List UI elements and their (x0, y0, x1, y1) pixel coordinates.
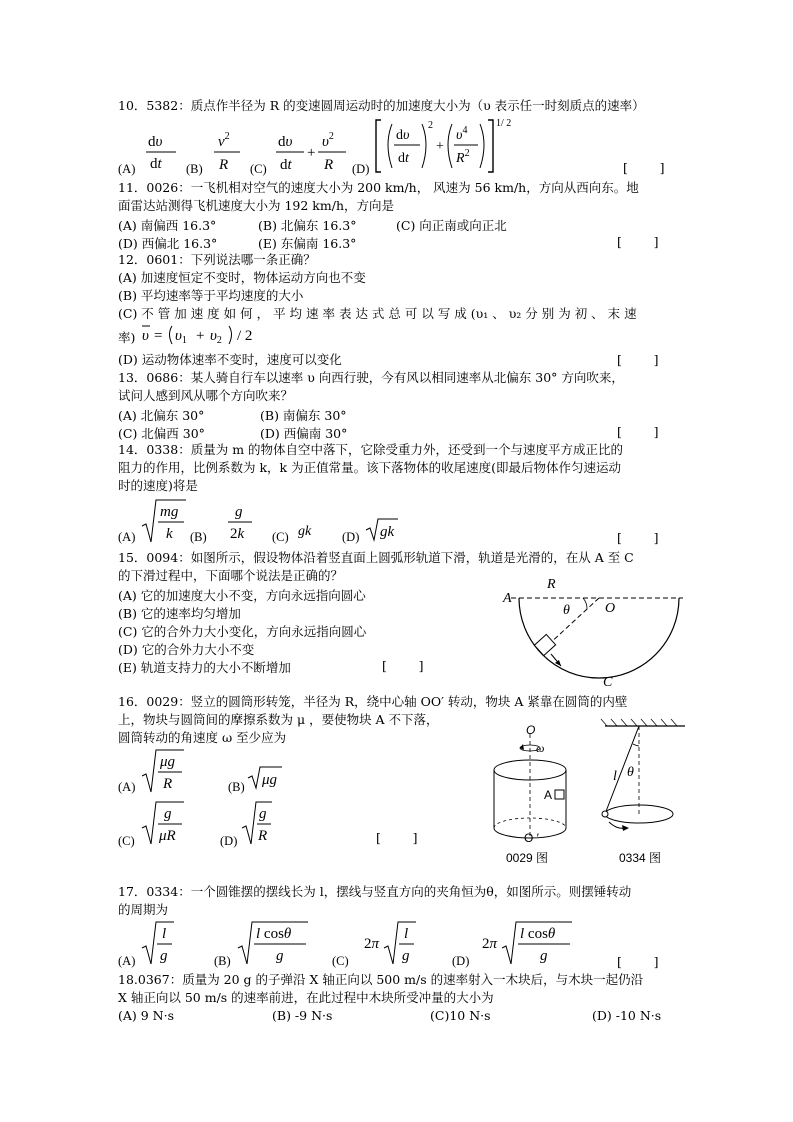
svg-text:+: + (436, 139, 444, 154)
q17-conical-pendulum-figure (595, 712, 695, 872)
q17-option-b-label: (B) (214, 954, 231, 968)
q16-formula-d (240, 798, 276, 848)
q16-formula-c (140, 798, 190, 848)
q17-stem-line2: 的周期为 (118, 902, 169, 917)
q16-option-a-label: (A) (118, 780, 136, 794)
svg-text:dt: dt (150, 156, 162, 172)
q16-stem-line3: 圆筒转动的角速度 ω 至少应为 (118, 730, 287, 745)
svg-text:l cosθ: l cosθ (520, 926, 556, 942)
svg-text:=: = (154, 328, 163, 344)
q10-formula-b (210, 124, 246, 176)
svg-text:υ1: $\upsilon_1$ (175, 328, 187, 346)
svg-text:R2: $R^2$ (456, 148, 470, 166)
svg-text:g: g (164, 806, 172, 822)
svg-text:mg: mg (160, 504, 179, 520)
q17-formula-d (480, 918, 576, 968)
svg-text:k: k (166, 526, 173, 542)
svg-text:/ 2: / 2 (237, 328, 253, 344)
q14-stem-line2: 阻力的作用，比例系数为 k，k 为正值常量。该下落物体的收尾速度(即最后物体作匀速运动 (118, 460, 621, 475)
q15-label-r: R (547, 577, 556, 592)
svg-text:μg: μg (262, 772, 278, 788)
svg-text:l: l (404, 926, 409, 942)
q13-option-a: (A) 北偏东 30° (118, 408, 205, 423)
q14-formula-b (226, 500, 256, 546)
svg-text:υ: υ (142, 328, 149, 344)
q17-option-d-label: (D) (452, 954, 470, 968)
q13-option-d: (D) 西偏南 30° (260, 426, 348, 441)
svg-text:R: R (219, 157, 229, 173)
q13-stem-line2: 试问人感到风从哪个方向吹来？ (118, 388, 294, 403)
q17-formula-b (236, 918, 312, 968)
q17-pendulum-string (605, 726, 639, 814)
q16-label-o: O (526, 723, 536, 737)
q18-option-b: (B) -9 N·s (272, 1008, 333, 1023)
svg-text:μR: μR (159, 828, 176, 844)
q16-option-b-label: (B) (228, 780, 245, 794)
svg-text:g: g (276, 948, 284, 964)
q17-formula-a (140, 918, 180, 968)
q15-radius-line (547, 598, 599, 646)
q17-label-l: l (613, 769, 617, 784)
svg-text:2k: 2k (230, 526, 245, 542)
svg-text:gk: gk (380, 524, 395, 540)
q10-option-c-label: (C) (250, 162, 267, 176)
q18-option-d: (D) -10 N·s (592, 1008, 662, 1023)
svg-text:g: g (259, 806, 267, 822)
svg-text:l: l (162, 926, 167, 942)
svg-text:2: 2 (428, 120, 433, 131)
svg-text:+: + (196, 328, 205, 344)
q16-label-a: A (544, 788, 553, 802)
svg-text:1/ 2: 1/ 2 (496, 118, 512, 129)
q12-option-d: (D) 运动物体速率不变时，速度可以变化 (118, 352, 342, 367)
q18-stem-line2: X 轴正向以 50 m/s 的速率前进，在此过程中木块所受冲量的大小为 (118, 990, 494, 1005)
q15-label-o: O (605, 601, 616, 616)
q10-stem: 10．5382：质点作半径为 R 的变速圆周运动时的加速度大小为（υ 表示任一时刻质点的速率） (118, 98, 645, 113)
q13-stem-line1: 13．0686：某人骑自行车以速率 υ 向西行驶，今有风以相同速率从北偏东 30° 方向吹来， (118, 370, 624, 385)
q14-formula-d (364, 516, 400, 542)
q11-option-c: (C) 向正南或向正北 (396, 218, 507, 233)
svg-text:μg: μg (160, 754, 176, 770)
q15-sliding-block (534, 634, 555, 655)
q15-option-e: (E) 轨道支持力的大小不断增加 (118, 660, 291, 675)
q15-label-a: A (503, 591, 512, 606)
svg-text:dυ: dυ (278, 134, 293, 150)
q17-formula-c (362, 918, 422, 968)
svg-text:dυ: dυ (396, 128, 410, 143)
q15-answer-bracket: [ ] (382, 658, 424, 673)
q14-formula-c: gk (298, 524, 312, 539)
q16-figure-caption: 0029 图 (506, 851, 549, 865)
svg-text:g: g (540, 948, 548, 964)
q17-stem-line1: 17．0334：一个圆锥摆的摆线长为 l，摆线与竖直方向的夹角恒为θ，如图所示。则摆锤转动 (118, 884, 632, 899)
q15-label-c: C (603, 675, 613, 690)
q10-formula-c (274, 124, 352, 176)
q17-answer-bracket: [ ] (617, 954, 659, 969)
svg-text:g: g (235, 504, 243, 520)
q16-block-a (555, 790, 564, 799)
svg-text:R: R (163, 776, 173, 792)
q17-figure-caption: 0334 图 (619, 851, 662, 865)
q10-option-d-label: (D) (352, 162, 370, 176)
q18-option-a: (A) 9 N·s (118, 1008, 175, 1023)
q12-answer-bracket: [ ] (617, 352, 659, 367)
q15-option-c: (C) 它的合外力大小变化，方向永远指向圆心 (118, 624, 367, 639)
q11-option-d: (D) 西偏北 16.3° (118, 236, 218, 251)
svg-text:2π: 2π (364, 936, 380, 952)
q11-stem-line2: 面雷达站测得飞机速度大小为 192 km/h，方向是 (118, 198, 394, 213)
q10-formula-a (142, 128, 182, 176)
q10-option-b-label: (B) (186, 162, 203, 176)
q12-option-c-line1: (C) 不 管 加 速 度 如 何 ， 平 均 速 率 表 达 式 总 可 以 写 成 (υ₁ 、 υ₂ 分 别 为 初 、 末 速 (118, 306, 637, 321)
q16-label-o-prime: O ′ (524, 831, 539, 845)
q14-option-b-label: (B) (190, 530, 207, 544)
svg-text:R: R (324, 157, 334, 173)
svg-text:g: g (402, 948, 410, 964)
svg-text:dt: dt (398, 151, 409, 166)
q16-stem-line2: 上，物块与圆筒间的摩擦系数为 μ ，要使物块 A 不下落， (118, 712, 439, 727)
q15-stem-line2: 的下滑过程中，下面哪个说法是正确的？ (118, 568, 344, 583)
svg-text:2π: 2π (482, 936, 498, 952)
q16-label-omega: ω (536, 741, 545, 755)
q13-option-c: (C) 北偏西 30° (118, 426, 205, 441)
q16-option-c-label: (C) (118, 834, 135, 848)
q16-formula-b (246, 764, 286, 790)
q10-formula-d (372, 114, 512, 178)
q16-stem-line1: 16．0029：竖立的圆筒形转笼，半径为 R，绕中心轴 OO′ 转动，物块 A 紧靠在圆筒的内壁 (118, 694, 628, 709)
q12-stem: 12．0601：下列说法哪一条正确？ (118, 252, 316, 267)
q11-stem-line1: 11．0026：一飞机相对空气的速度大小为 200 km/h， 风速为 56 km/h，方向从西向东。地 (118, 180, 639, 195)
q10-option-a-label: (A) (118, 162, 136, 176)
q11-option-e: (E) 东偏南 16.3° (258, 236, 357, 251)
q15-stem-line1: 15．0094：如图所示，假设物体沿着竖直面上圆弧形轨道下滑，轨道是光滑的，在从 A 至 C (118, 550, 634, 565)
q14-stem-line1: 14．0338：质量为 m 的物体自空中落下，它除受重力外，还受到一个与速度平方成正比的 (118, 442, 624, 457)
q15-option-a: (A) 它的加速度大小不变，方向永远指向圆心 (118, 588, 366, 603)
q14-option-a-label: (A) (118, 530, 136, 544)
q17-label-theta: θ (627, 765, 634, 780)
q16-answer-bracket: [ ] (376, 830, 418, 845)
q16-option-d-label: (D) (220, 834, 238, 848)
q15-option-d: (D) 它的合外力大小不变 (118, 642, 255, 657)
q13-answer-bracket: [ ] (617, 424, 659, 439)
svg-text:υ4: $\upsilon^4$ (456, 125, 468, 143)
svg-text:R: R (258, 828, 268, 844)
svg-text:υ2: $\upsilon_2$ (210, 328, 222, 346)
q17-bob (602, 811, 608, 817)
q14-option-d-label: (D) (342, 530, 360, 544)
q11-option-b: (B) 北偏东 16.3° (258, 218, 357, 233)
q18-stem-line1: 18.0367：质量为 20 g 的子弹沿 X 轴正向以 500 m/s 的速率射入一木块后，与木块一起仍沿 (118, 972, 644, 987)
q15-arc-track-figure (495, 570, 685, 690)
q12-option-a: (A) 加速度恒定不变时，物体运动方向也不变 (118, 270, 366, 285)
q12-option-c-line2: 率) (118, 330, 136, 345)
q14-stem-line3: 时的速度)将是 (118, 478, 198, 493)
q17-option-c-label: (C) (332, 954, 349, 968)
svg-text:g: g (160, 948, 168, 964)
svg-text:l cosθ: l cosθ (256, 926, 292, 942)
q14-option-c-label: (C) (272, 530, 289, 544)
q12-option-b: (B) 平均速率等于平均速度的大小 (118, 288, 304, 303)
svg-text:υ2: $\upsilon^2$ (322, 131, 334, 150)
q11-option-a: (A) 南偏西 16.3° (118, 218, 217, 233)
q17-option-a-label: (A) (118, 954, 136, 968)
svg-text:dt: dt (280, 157, 292, 173)
q16-rotating-cylinder-figure (480, 722, 590, 872)
svg-text:+: + (307, 145, 316, 161)
q15-label-theta: θ (563, 603, 570, 618)
q14-formula-a (140, 496, 190, 546)
q16-formula-a (140, 746, 190, 796)
q14-answer-bracket: [ ] (617, 530, 659, 545)
q15-option-b: (B) 它的速率均匀增加 (118, 606, 241, 621)
q13-option-b: (B) 南偏东 30° (260, 408, 347, 423)
svg-text:v2: $v^2$ (218, 131, 230, 150)
q12-average-speed-formula (140, 320, 280, 348)
q18-option-c: (C)10 N·s (430, 1008, 491, 1023)
svg-text:dυ: dυ (148, 134, 163, 150)
q10-answer-bracket: [ ] (623, 160, 665, 175)
q11-answer-bracket: [ ] (617, 234, 659, 249)
